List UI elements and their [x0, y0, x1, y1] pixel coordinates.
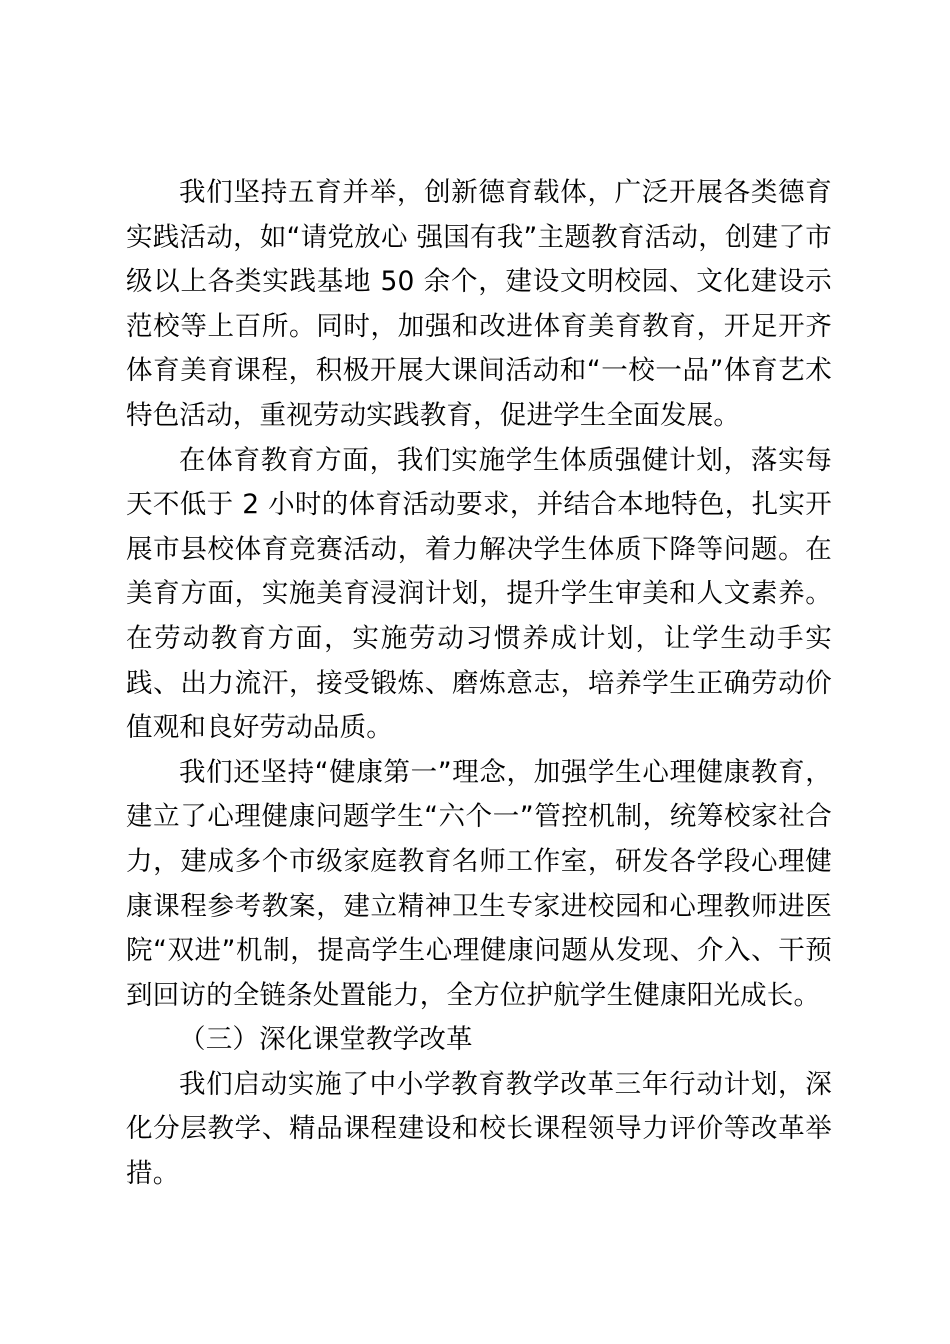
document-body: [126, 171, 832, 1197]
paragraph-physical-education: 在体育教育方面，我们实施学生体质强健计划，落实每天不低于 2 小时的体育活动要求，并结合本地特色，扎实开展市县校体育竞赛活动，着力解决学生体质下降等问题。在美育方面，实施美育浸润计划，提升学生审美和人文素养。在劳动教育方面，实施劳动习惯养成计划，让学生动手实践、出力流汗，接受锻炼、磨炼意志，培养学生正确劳动价值观和良好劳动品质。: [126, 444, 832, 744]
section-heading: （三）深化课堂教学改革: [179, 1024, 473, 1056]
paragraph-teaching-reform: 我们启动实施了中小学教育教学改革三年行动计划，深化分层教学、精品课程建设和校长课程领导力评价等改革举措。: [126, 1068, 832, 1190]
paragraph-moral-education: 我们坚持五育并举，创新德育载体，广泛开展各类德育实践活动，如“请党放心 强国有我”主题教育活动，创建了市级以上各类实践基地 50 余个，建设文明校园、文化建设示范校等上百所。同时，加强和改进体育美育教育，开足开齐体育美育课程，积极开展大课间活动和“一校一品”体育艺术特色活动，重视劳动实践教育，促进学生全面发展。: [126, 177, 832, 431]
paragraph-mental-health: 我们还坚持“健康第一”理念，加强学生心理健康教育，建立了心理健康问题学生“六个一”管控机制，统筹校家社合力，建成多个市级家庭教育名师工作室，研发各学段心理健康课程参考教案，建立精神卫生专家进校园和心理教师进医院“双进”机制，提高学生心理健康问题从发现、介入、干预到回访的全链条处置能力，全方位护航学生健康阳光成长。: [126, 756, 832, 1011]
